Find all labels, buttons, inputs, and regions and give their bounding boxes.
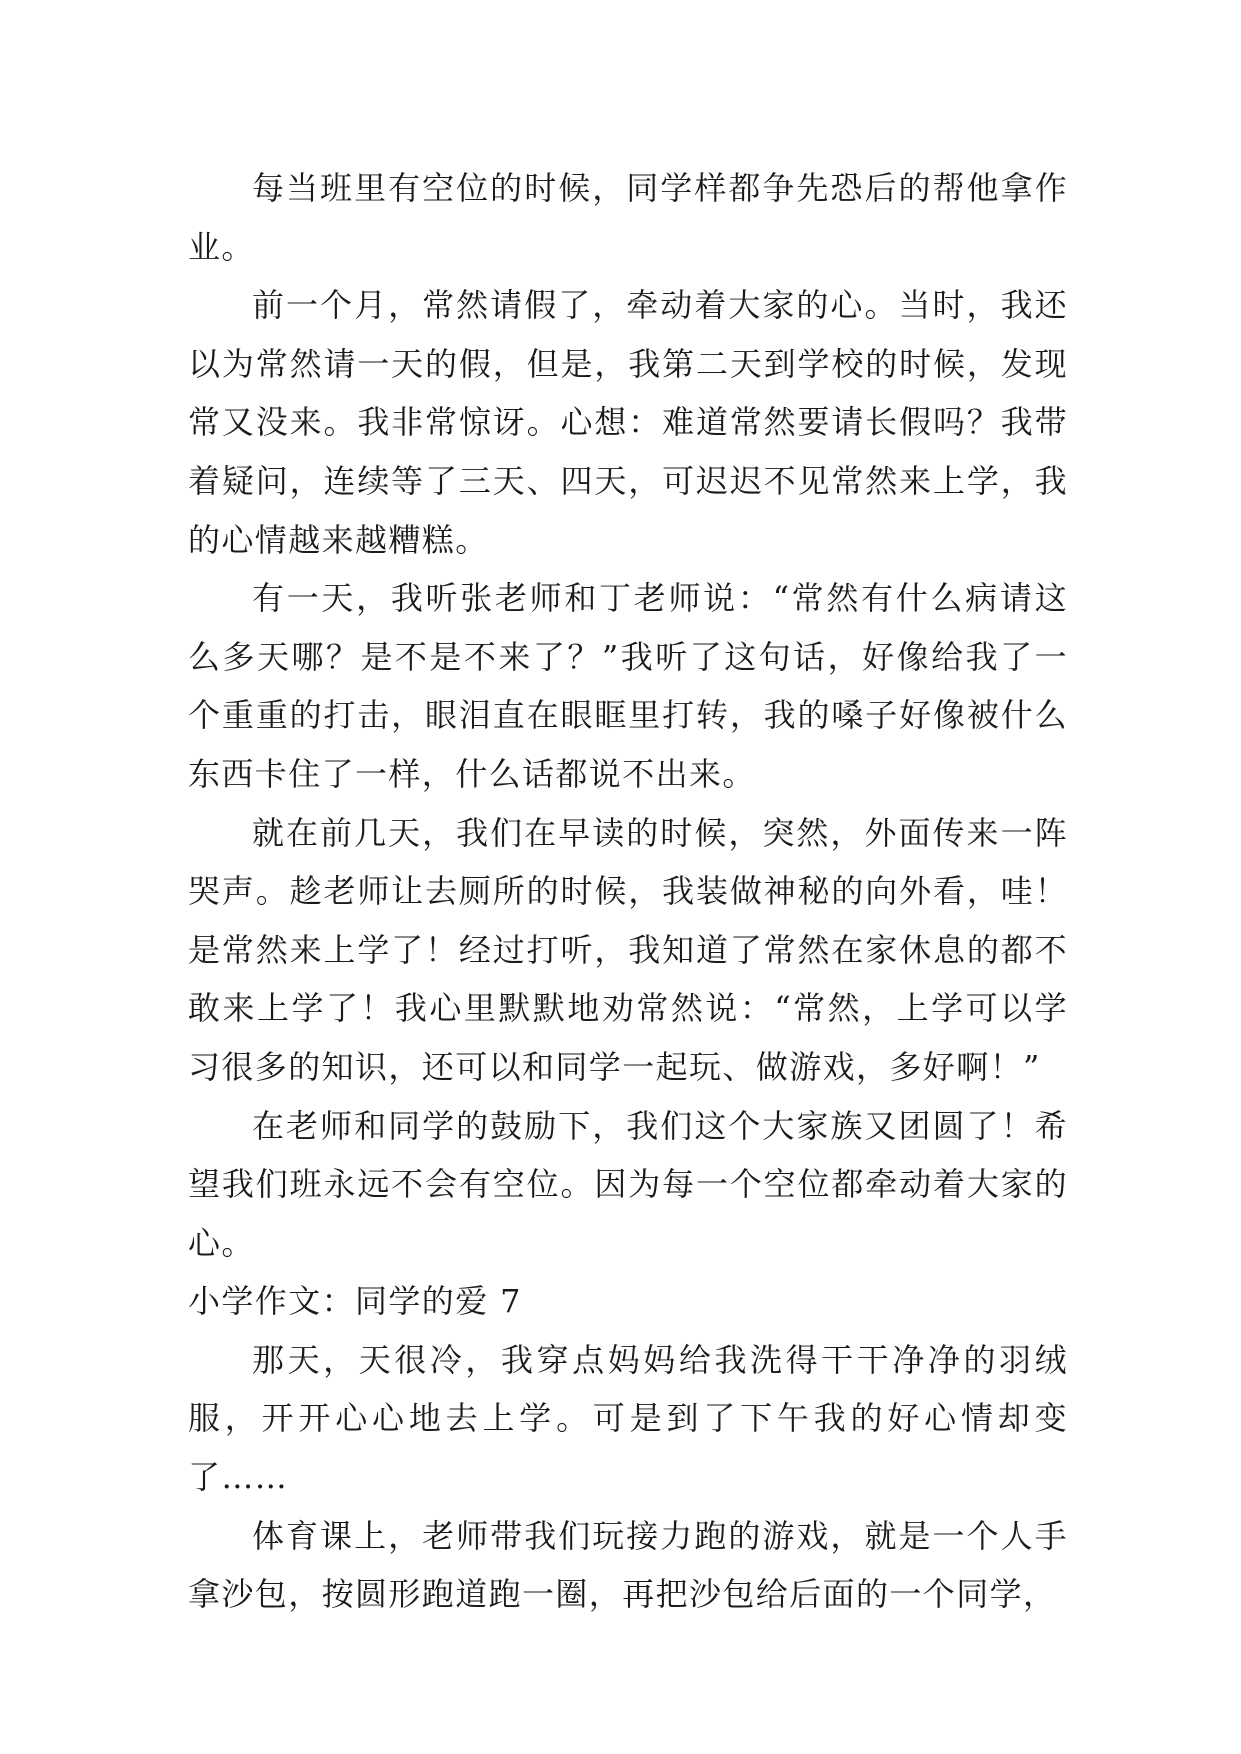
paragraph: 就在前几天，我们在早读的时候，突然，外面传来一阵哭声。趁老师让去厕所的时候，我装做神秘的向外看，哇！是常然来上学了！经过打听，我知道了常然在家休息的都不敢来上学了！我心里默默地劝常然说：“常然，上学可以学习很多的知识，还可以和同学一起玩、做游戏，多好啊！” [188, 813, 1068, 1086]
document-body [188, 159, 1068, 1624]
section-heading: 小学作文：同学的爱 7 [188, 1282, 522, 1321]
paragraph: 在老师和同学的鼓励下，我们这个大家族又团圆了！希望我们班永远不会有空位。因为每一个空位都牵动着大家的心。 [188, 1106, 1068, 1262]
paragraph: 体育课上，老师带我们玩接力跑的游戏，就是一个人手拿沙包，按圆形跑道跑一圈，再把沙包给后面的一个同学， [188, 1516, 1068, 1614]
paragraph: 每当班里有空位的时候，同学样都争先恐后的帮他拿作业。 [188, 169, 1068, 266]
paragraph: 有一天，我听张老师和丁老师说：“常然有什么病请这么多天哪？是不是不来了？”我听了这句话，好像给我了一个重重的打击，眼泪直在眼眶里打转，我的嗓子好像被什么东西卡住了一样，什么话都说不出来。 [188, 579, 1068, 793]
paragraph: 那天，天很冷，我穿点妈妈给我洗得干干净净的羽绒服，开开心心地去上学。可是到了下午我的好心情却变了…… [188, 1340, 1068, 1497]
paragraph: 前一个月，常然请假了，牵动着大家的心。当时，我还以为常然请一天的假，但是，我第二天到学校的时候，发现常又没来。我非常惊讶。心想：难道常然要请长假吗？我带着疑问，连续等了三天、四天，可迟迟不见常然来上学，我的心情越来越糟糕。 [188, 286, 1068, 559]
